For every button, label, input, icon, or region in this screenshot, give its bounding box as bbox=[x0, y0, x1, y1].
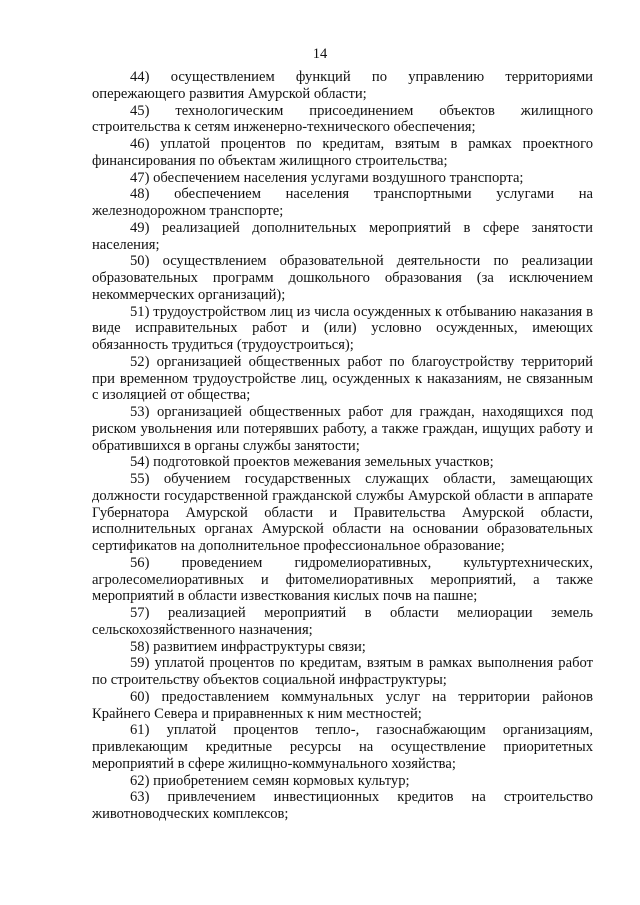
list-item-58: 58) развитием инфраструктуры связи; bbox=[130, 638, 366, 655]
list-item-46: 46) уплатой процентов по кредитам, взятым в рамках проектного финансирования по объектам жилищного строительства; bbox=[92, 136, 593, 169]
list-item-63: 63) привлечением инвестиционных кредитов на строительство животноводческих комплексов; bbox=[92, 789, 593, 822]
list-item-48: 48) обеспечением населения транспортными услугами на железнодорожном транспорте; bbox=[92, 186, 593, 219]
list-item-56: 56) проведением гидромелиоративных, культуртехнических, агролесомелиоративных и фитомелиоративных мероприятий, а также мероприятий в области известкования кислых почв на пашне; bbox=[92, 554, 593, 605]
list-item-50: 50) осуществлением образовательной деятельности по реализации образовательных программ дошкольного образования (за исключением некоммерческих организаций); bbox=[92, 253, 593, 303]
list-item-61: 61) уплатой процентов тепло-, газоснабжающим организациям, привлекающим кредитные ресурсы на осуществление приоритетных мероприятий в сфере жилищно-коммунального хозяйства; bbox=[92, 722, 593, 772]
page-number: 14 bbox=[312, 46, 328, 62]
list-item-45: 45) технологическим присоединением объектов жилищного строительства к сетям инженерно-технического обеспечения; bbox=[92, 102, 593, 136]
list-item-55: 55) обучением государственных служащих области, замещающих должности государственной гражданской службы Амурской области в аппарате Губернатора Амурской области и Правительства Амурской области, исполнительных органах Амурской области на основании образовательных сертификатов на дополнительное профессиональное образование; bbox=[92, 471, 593, 554]
list-item-53: 53) организацией общественных работ для граждан, находящихся под риском увольнения или потерявших работу, а также граждан, ищущих работу и обратившихся в органы службы занятости; bbox=[92, 404, 593, 454]
list-item-59: 59) уплатой процентов по кредитам, взятым в рамках выполнения работ по строительству объектов социальной инфраструктуры; bbox=[92, 655, 593, 688]
list-item-54: 54) подготовкой проектов межевания земельных участков; bbox=[130, 454, 494, 471]
list-item-60: 60) предоставлением коммунальных услуг на территории районов Крайнего Севера и приравненных к ним местностей; bbox=[92, 688, 593, 722]
document-body bbox=[92, 69, 593, 823]
list-item-52: 52) организацией общественных работ по благоустройству территорий при временном трудоустройстве лиц, осужденных к наказаниям, не связанным с изоляцией от общества; bbox=[92, 353, 593, 404]
list-item-57: 57) реализацией мероприятий в области мелиорации земель сельскохозяйственного назначения; bbox=[92, 605, 593, 638]
list-item-44: 44) осуществлением функций по управлению территориями опережающего развития Амурской области; bbox=[92, 69, 593, 102]
list-item-47: 47) обеспечением населения услугами воздушного транспорта; bbox=[130, 169, 524, 186]
list-item-62: 62) приобретением семян кормовых культур; bbox=[130, 772, 410, 789]
list-item-51: 51) трудоустройством лиц из числа осужденных к отбыванию наказания в виде исправительных работ и (или) условно осужденных, имеющих обязанность трудиться (трудоустроиться); bbox=[92, 303, 593, 353]
list-item-49: 49) реализацией дополнительных мероприятий в сфере занятости населения; bbox=[92, 219, 593, 253]
